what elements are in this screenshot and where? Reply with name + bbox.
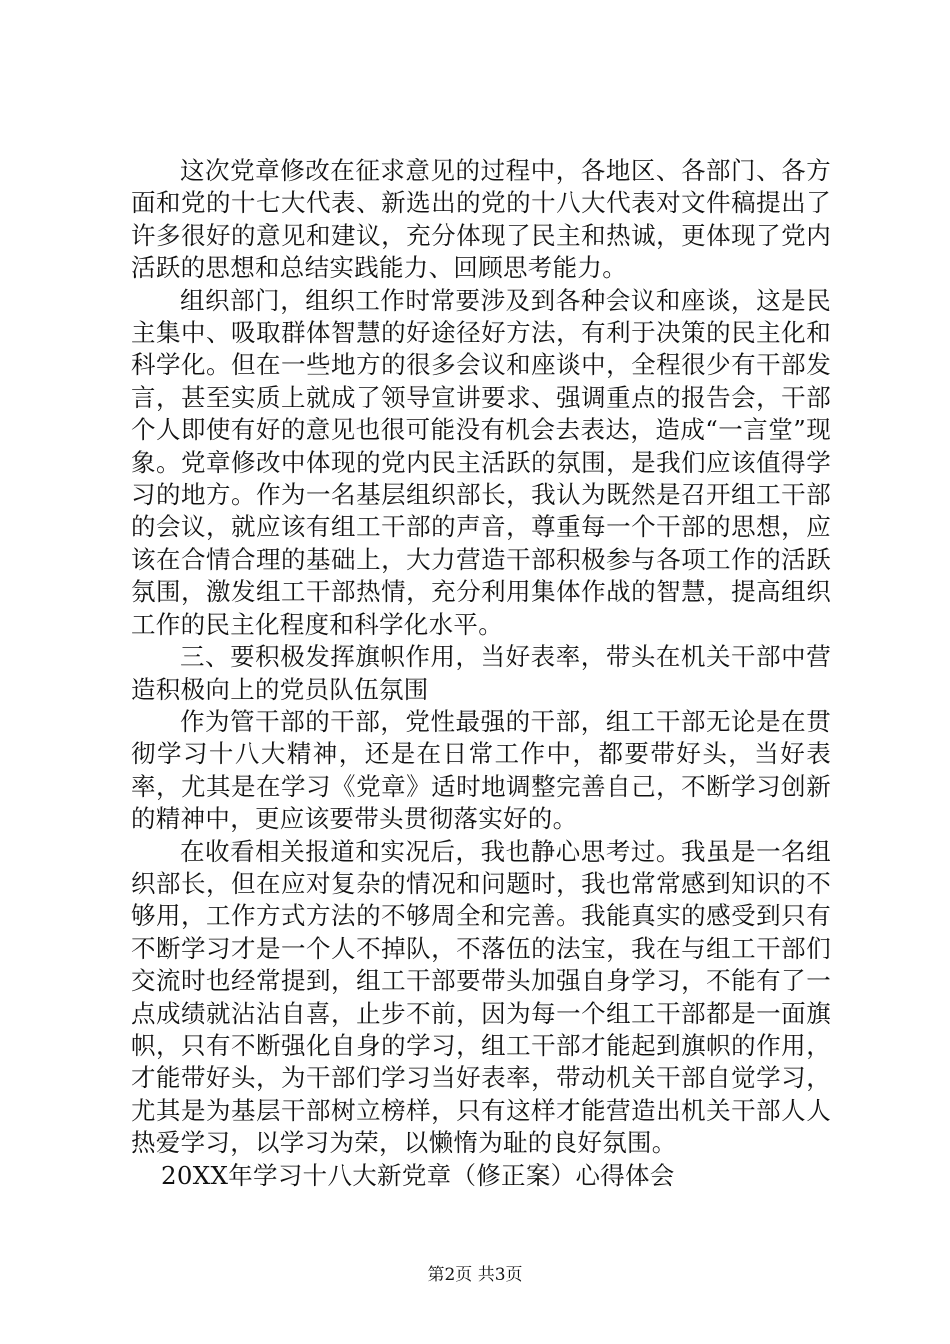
next-article-title: 20XX年学习十八大新党章（修正案）心得体会 xyxy=(161,1160,675,1190)
paragraph-organization-department: 组织部门，组织工作时常要涉及到各种会议和座谈，这是民主集中、吸取群体智慧的好途径好方法，有利于决策的民主化和科学化。但在一些地方的很多会议和座谈中，全程很少有干部发言，甚至实质上就成了领导宣讲要求、强调重点的报告会，干部个人即使有好的意见也很可能没有机会去表达，造成“一言堂”现象。党章修改中体现的党内民主活跃的氛围，是我们应该值得学习的地方。作为一名基层组织部长，我认为既然是召开组工干部的会议，就应该有组工干部的声音，尊重每一个干部的思想，应该在合情合理的基础上，大力营造干部积极参与各项工作的活跃氛围，激发组工干部热情，充分利用集体作战的智慧，提高组织工作的民主化程度和科学化水平。 xyxy=(131,285,831,639)
document-body xyxy=(131,155,831,1192)
paragraph-cadre-role-model: 作为管干部的干部，党性最强的干部，组工干部无论是在贯彻学习十八大精神，还是在日常工作中，都要带好头，当好表率，尤其是在学习《党章》适时地调整完善自己，不断学习创新的精神中，更应该要带头贯彻落实好的。 xyxy=(131,706,831,834)
paragraph-reflection-learning: 在收看相关报道和实况后，我也静心思考过。我虽是一名组织部长，但在应对复杂的情况和问题时，我也常常感到知识的不够用，工作方式方法的不够周全和完善。我能真实的感受到只有不断学习才是一个人不掉队，不落伍的法宝，我在与组工干部们交流时也经常提到，组工干部要带头加强自身学习，不能有了一点成绩就沾沾自喜，止步不前，因为每一个组工干部都是一面旗帜，只有不断强化自身的学习，组工干部才能起到旗帜的作用，才能带好头，为干部们学习当好表率，带动机关干部自觉学习，尤其是为基层干部树立榜样，只有这样才能营造出机关干部人人热爱学习，以学习为荣，以懒惰为耻的良好氛围。 xyxy=(131,836,831,1158)
section-heading-three: 三、要积极发挥旗帜作用，当好表率，带头在机关干部中营造积极向上的党员队伍氛围 xyxy=(131,642,831,704)
page-number-footer: 第2页 共3页 xyxy=(427,1265,523,1285)
paragraph-party-charter-revision: 这次党章修改在征求意见的过程中，各地区、各部门、各方面和党的十七大代表、新选出的党的十八大代表对文件稿提出了许多很好的意见和建议，充分体现了民主和热诚，更体现了党内活跃的思想和总结实践能力、回顾思考能力。 xyxy=(131,156,831,283)
